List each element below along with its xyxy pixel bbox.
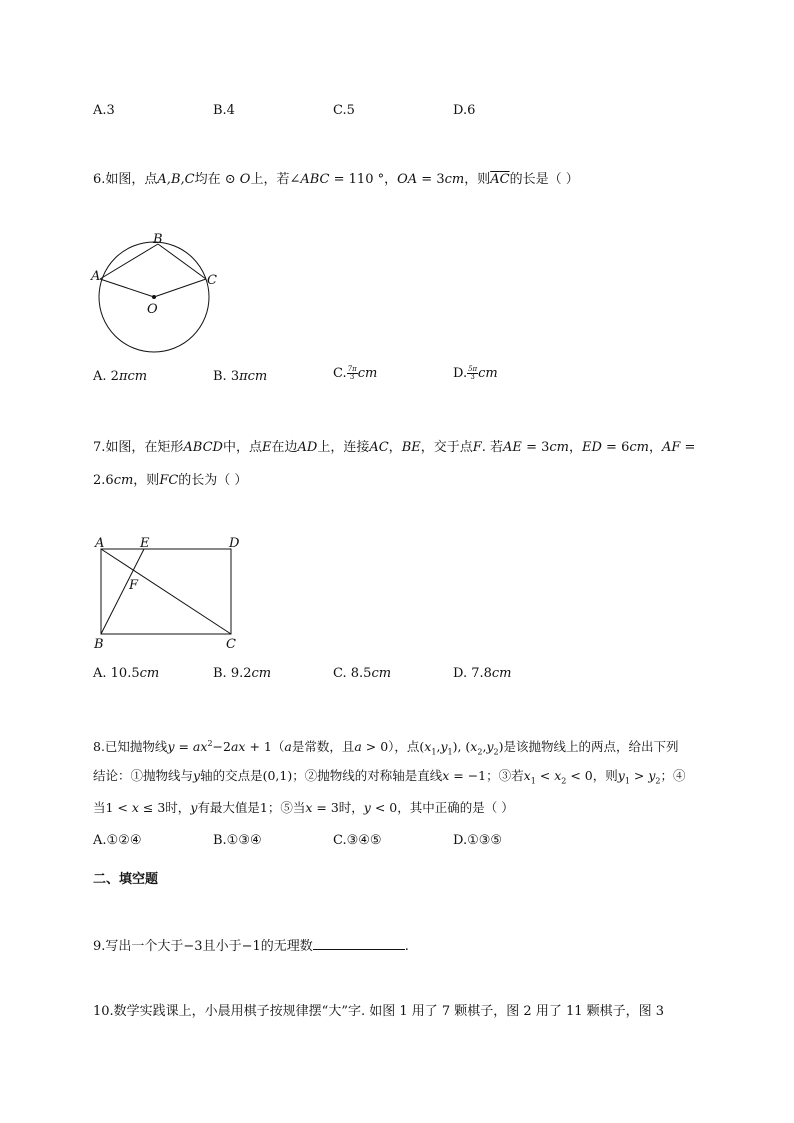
q5-option-d: D.6 — [453, 103, 476, 118]
label-d: D — [229, 536, 240, 551]
segment-ac — [101, 549, 231, 634]
center-dot — [152, 295, 156, 299]
q8-stem-line2: 结论：①抛物线与y轴的交点是(0,1)；②抛物线的对称轴是直线x = −1；③若$x_1 < x_2 < 0$，则$y_1 > y_2$；④ — [93, 768, 686, 786]
q9-answer-blank[interactable] — [313, 937, 405, 950]
q7-stem-line1: 7.如图，在矩形ABCD中，点E在边AD上，连接AC，BE，交于点F. 若AE = 3cm，ED = 6cm，AF = — [93, 440, 696, 455]
q6-option-a: A. 2πcm — [93, 369, 148, 384]
q7-rectangle-figure — [88, 532, 248, 654]
q8-option-a: A.①②④ — [93, 833, 142, 848]
label-e: E — [140, 536, 150, 551]
label-b: B — [94, 637, 104, 652]
label-o: O — [147, 302, 158, 317]
q6-option-c: C. $\frac{7\pi}{3}$ cm — [333, 365, 378, 381]
q8-option-b: B.①③④ — [213, 833, 262, 848]
q5-option-c: C.5 — [333, 103, 355, 118]
q8-stem-line3: 当1 < x ≤ 3时，y有最大值是1；⑤当x = 3时，y < 0，其中正确的是（ ） — [93, 800, 514, 815]
q7-option-a: A. 10.5cm — [93, 666, 160, 681]
label-a: A — [95, 536, 105, 551]
q6-option-d: D. $\frac{5\pi}{3}$ cm — [453, 365, 498, 381]
label-b: B — [153, 232, 163, 247]
q6-circle-figure — [88, 230, 228, 360]
label-c: C — [226, 637, 236, 652]
segment-ab — [100, 244, 158, 279]
label-c: C — [207, 273, 217, 288]
segment-oc — [154, 279, 206, 297]
q5-option-b: B.4 — [213, 103, 235, 118]
q7-option-b: B. 9.2cm — [213, 666, 272, 681]
q7-stem-line2: 2.6cm，则FC的长为（ ） — [93, 473, 248, 488]
arc-ac: AC — [490, 172, 510, 187]
q6-stem: 6.如图，点A,B,C均在 ⊙ O上，若∠ABC = 110 °，OA = 3cm，则AC的长是（ ） — [93, 172, 579, 187]
q9-stem: 9.写出一个大于−3且小于−1的无理数 . — [93, 939, 409, 954]
q7-option-c: C. 8.5cm — [333, 666, 392, 681]
q7-option-d: D. 7.8cm — [453, 666, 512, 681]
q6-option-b: B. 3πcm — [213, 369, 268, 384]
section-heading-fill-in: 二、填空题 — [93, 872, 159, 887]
label-a: A — [91, 269, 101, 284]
q10-stem: 10.数学实践课上，小晨用棋子按规律摆“大”字. 如图 1 用了 7 颗棋子，图 2 用了 11 颗棋子，图 3 — [93, 1004, 665, 1019]
label-f: F — [129, 578, 139, 593]
segment-oa — [100, 279, 154, 297]
q8-stem-line1: 8.已知抛物线$y = ax^2-2ax + 1(a$是常数，且a > 0），点$(x_1,y_1)$, $(x_2,y_2)$是该抛物线上的两点，给出下列 — [93, 739, 679, 757]
q8-option-c: C.③④⑤ — [333, 833, 382, 848]
q5-option-a: A.3 — [93, 103, 115, 118]
q8-option-d: D.①③⑤ — [453, 833, 503, 848]
